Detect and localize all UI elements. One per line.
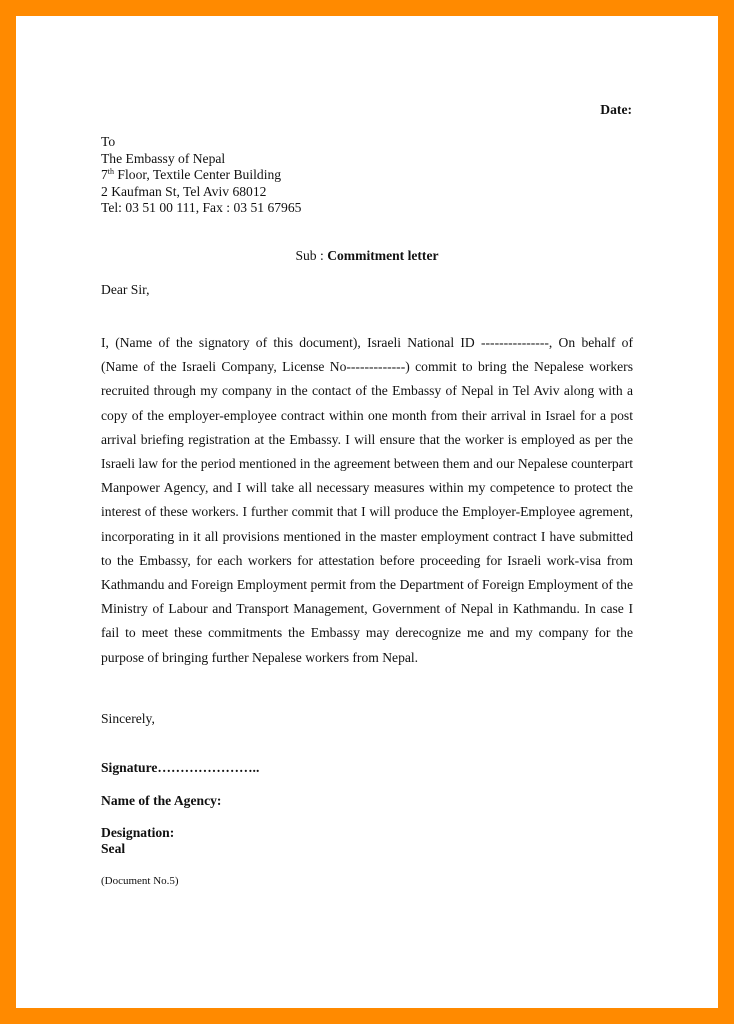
date-label: Date: [600,102,632,117]
seal-field: Seal [101,841,126,856]
document-number: (Document No.5) [101,875,179,887]
address-to: To [101,134,116,149]
address-floor [101,167,301,184]
letter-page [16,16,718,1008]
designation-field: Designation: [101,825,175,840]
floor-building: Floor, Textile Center Building [114,167,282,182]
agency-name-field: Name of the Agency: [101,793,222,808]
subject-title: Commitment letter [327,248,439,263]
letter-body: I, (Name of the signatory of this document), Israeli National ID ---------------, On behalf of (Name of the Israeli Company, License No-------------) commit to bring the Nepalese workers recruited through my company in the contact of the Embassy of Nepal in Tel Aviv along with a copy of the employer-employee contract within one month from their arrival in Israel for a post arrival briefing registration at the Embassy. I will ensure that the worker is employed as per the Israeli law for the period mentioned in the agreement between them and our Nepalese counterpart Manpower Agency, and I will take all necessary measures within my competence to protect the interest of these workers. I further commit that I will produce the Employer-Employee agrement, incorporating in it all provisions mentioned in the master employment contract I have submitted to the Embassy, for each workers for attestation before proceeding for Israeli work-visa from Kathmandu and Foreign Employment permit from the Department of Foreign Employment of the Ministry of Labour and Transport Management, Government of Nepal in Kathmandu. In case I fail to meet these commitments the Embassy may derecognize me and my company for the purpose of bringing further Nepalese workers from Nepal. [101,335,633,665]
floor-ordinal: th [107,167,115,176]
address-phone-fax: Tel: 03 51 00 111, Fax : 03 51 67965 [101,200,302,215]
signature-field: Signature………………….. [101,760,260,775]
salutation: Dear Sir, [101,282,150,297]
address-street: 2 Kaufman St, Tel Aviv 68012 [101,183,267,199]
closing: Sincerely, [101,711,155,726]
subject-prefix: Sub : [295,248,328,263]
subject-line [16,248,718,264]
floor-number: 7 [101,167,108,182]
recipient-address [101,134,301,217]
address-embassy: The Embassy of Nepal [101,150,226,166]
